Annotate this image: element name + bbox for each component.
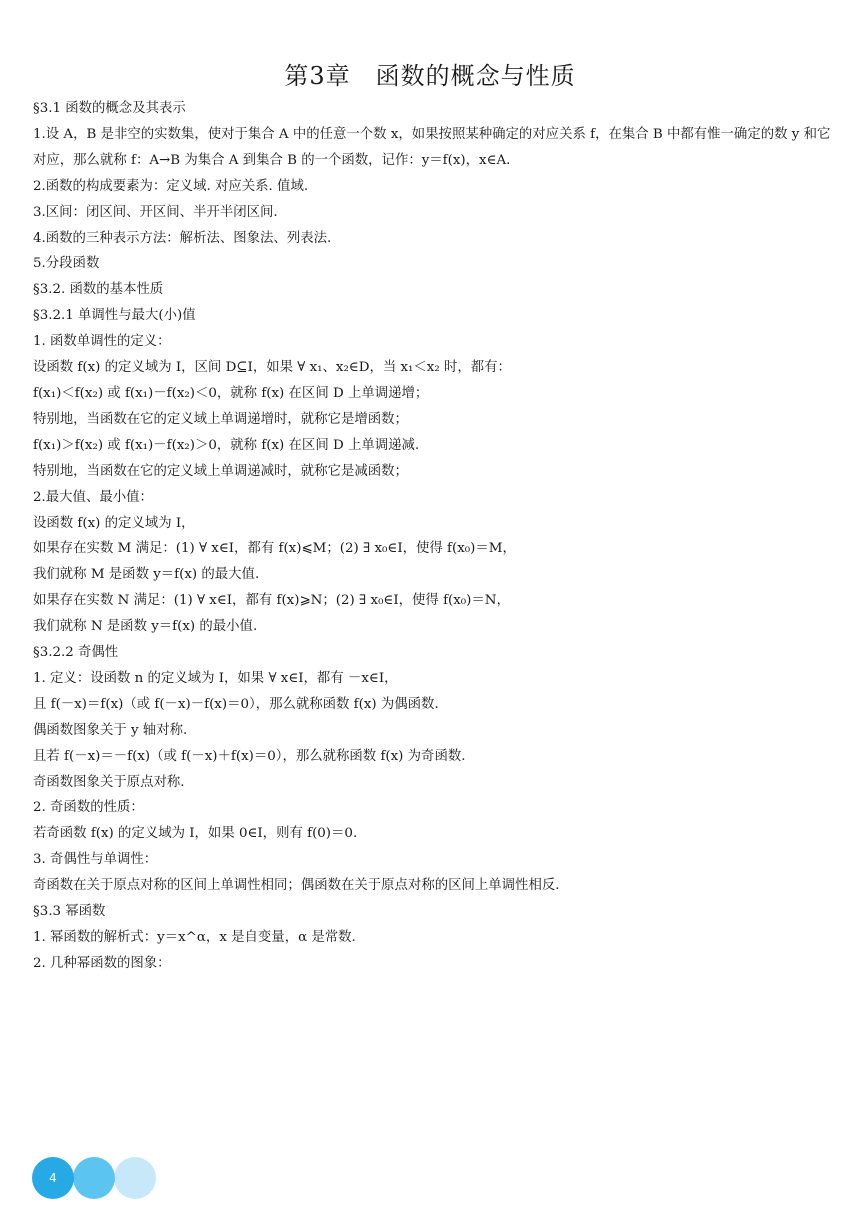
paragraph: 设函数 f(x) 的定义域为 I，区间 D⊆I，如果 ∀ x₁、x₂∈D，当 x₁＜x₂ 时，都有：	[33, 360, 511, 376]
decorative-circle	[73, 1157, 115, 1199]
paragraph: 3.区间：闭区间、开区间、半开半闭区间.	[33, 204, 278, 220]
paragraph: 1. 函数单调性的定义：	[33, 334, 171, 350]
paragraph: 奇函数图象关于原点对称.	[33, 774, 185, 790]
paragraph: f(x₁)＞f(x₂) 或 f(x₁)－f(x₂)＞0，就称 f(x) 在区间 D 上单调递减.	[33, 437, 420, 453]
section-heading: §3.3 幂函数	[33, 904, 106, 920]
paragraph: f(x₁)＜f(x₂) 或 f(x₁)－f(x₂)＜0，就称 f(x) 在区间 D 上单调递增；	[33, 385, 429, 401]
paragraph: 2. 几种幂函数的图象：	[33, 955, 171, 971]
paragraph: 奇函数在关于原点对称的区间上单调性相同；偶函数在关于原点对称的区间上单调性相反.	[33, 878, 560, 894]
paragraph: 我们就称 M 是函数 y＝f(x) 的最大值.	[33, 567, 260, 583]
paragraph: 2.函数的构成要素为：定义域. 对应关系. 值域.	[33, 178, 309, 194]
paragraph: 我们就称 N 是函数 y＝f(x) 的最小值.	[33, 619, 258, 635]
paragraph: 偶函数图象关于 y 轴对称.	[33, 722, 188, 738]
decorative-circle	[114, 1157, 156, 1199]
chapter-title: 第3章 函数的概念与性质	[284, 62, 576, 90]
section-heading: §3.2.1 单调性与最大(小)值	[33, 308, 196, 324]
paragraph: 特别地，当函数在它的定义域上单调递减时，就称它是减函数；	[33, 463, 408, 479]
section-heading: §3.2. 函数的基本性质	[33, 282, 164, 298]
paragraph: 如果存在实数 N 满足：(1) ∀ x∈I，都有 f(x)⩾N；(2) ∃ x₀∈I，使得 f(x₀)＝N，	[33, 593, 510, 609]
paragraph: 4.函数的三种表示方法：解析法、图象法、列表法.	[33, 230, 332, 246]
paragraph: 设函数 f(x) 的定义域为 I，	[33, 515, 195, 531]
paragraph: 3. 奇偶性与单调性：	[33, 852, 158, 868]
paragraph: 1. 定义：设函数 n 的定义域为 I，如果 ∀ x∈I，都有 －x∈I，	[33, 670, 398, 686]
page-indicator	[32, 1157, 158, 1199]
paragraph: 2.最大值、最小值：	[33, 489, 153, 505]
section-heading: §3.2.2 奇偶性	[33, 645, 119, 661]
paragraph: 且 f(－x)＝f(x)（或 f(－x)－f(x)＝0），那么就称函数 f(x) 为偶函数.	[33, 696, 439, 712]
paragraph: 1. 幂函数的解析式：y＝x^α，x 是自变量，α 是常数.	[33, 930, 356, 945]
paragraph: 5.分段函数	[33, 256, 100, 272]
section-heading: §3.1 函数的概念及其表示	[33, 101, 186, 116]
paragraph: 特别地，当函数在它的定义域上单调递增时，就称它是增函数；	[33, 411, 408, 427]
paragraph: 2. 奇函数的性质：	[33, 800, 144, 816]
page-number-circle	[32, 1157, 74, 1199]
page-number: 4	[49, 1171, 57, 1185]
paragraph: 且若 f(－x)＝－f(x)（或 f(－x)＋f(x)＝0），那么就称函数 f(x) 为奇函数.	[33, 748, 466, 764]
paragraph: 1.设 A，B 是非空的实数集，使对于集合 A 中的任意一个数 x，如果按照某种确定的对应关系 f，在集合 B 中都有惟一确定的数 y 和它对应，那么就称 f：A→B 为集合 A 到集合 B 的一个函数，记作：y＝f(x)，x∈A.	[33, 126, 831, 168]
paragraph: 如果存在实数 M 满足：(1) ∀ x∈I，都有 f(x)⩽M；(2) ∃ x₀∈I，使得 f(x₀)＝M，	[33, 541, 516, 557]
paragraph: 若奇函数 f(x) 的定义域为 I，如果 0∈I，则有 f(0)＝0.	[33, 826, 358, 842]
document-body	[33, 96, 833, 977]
